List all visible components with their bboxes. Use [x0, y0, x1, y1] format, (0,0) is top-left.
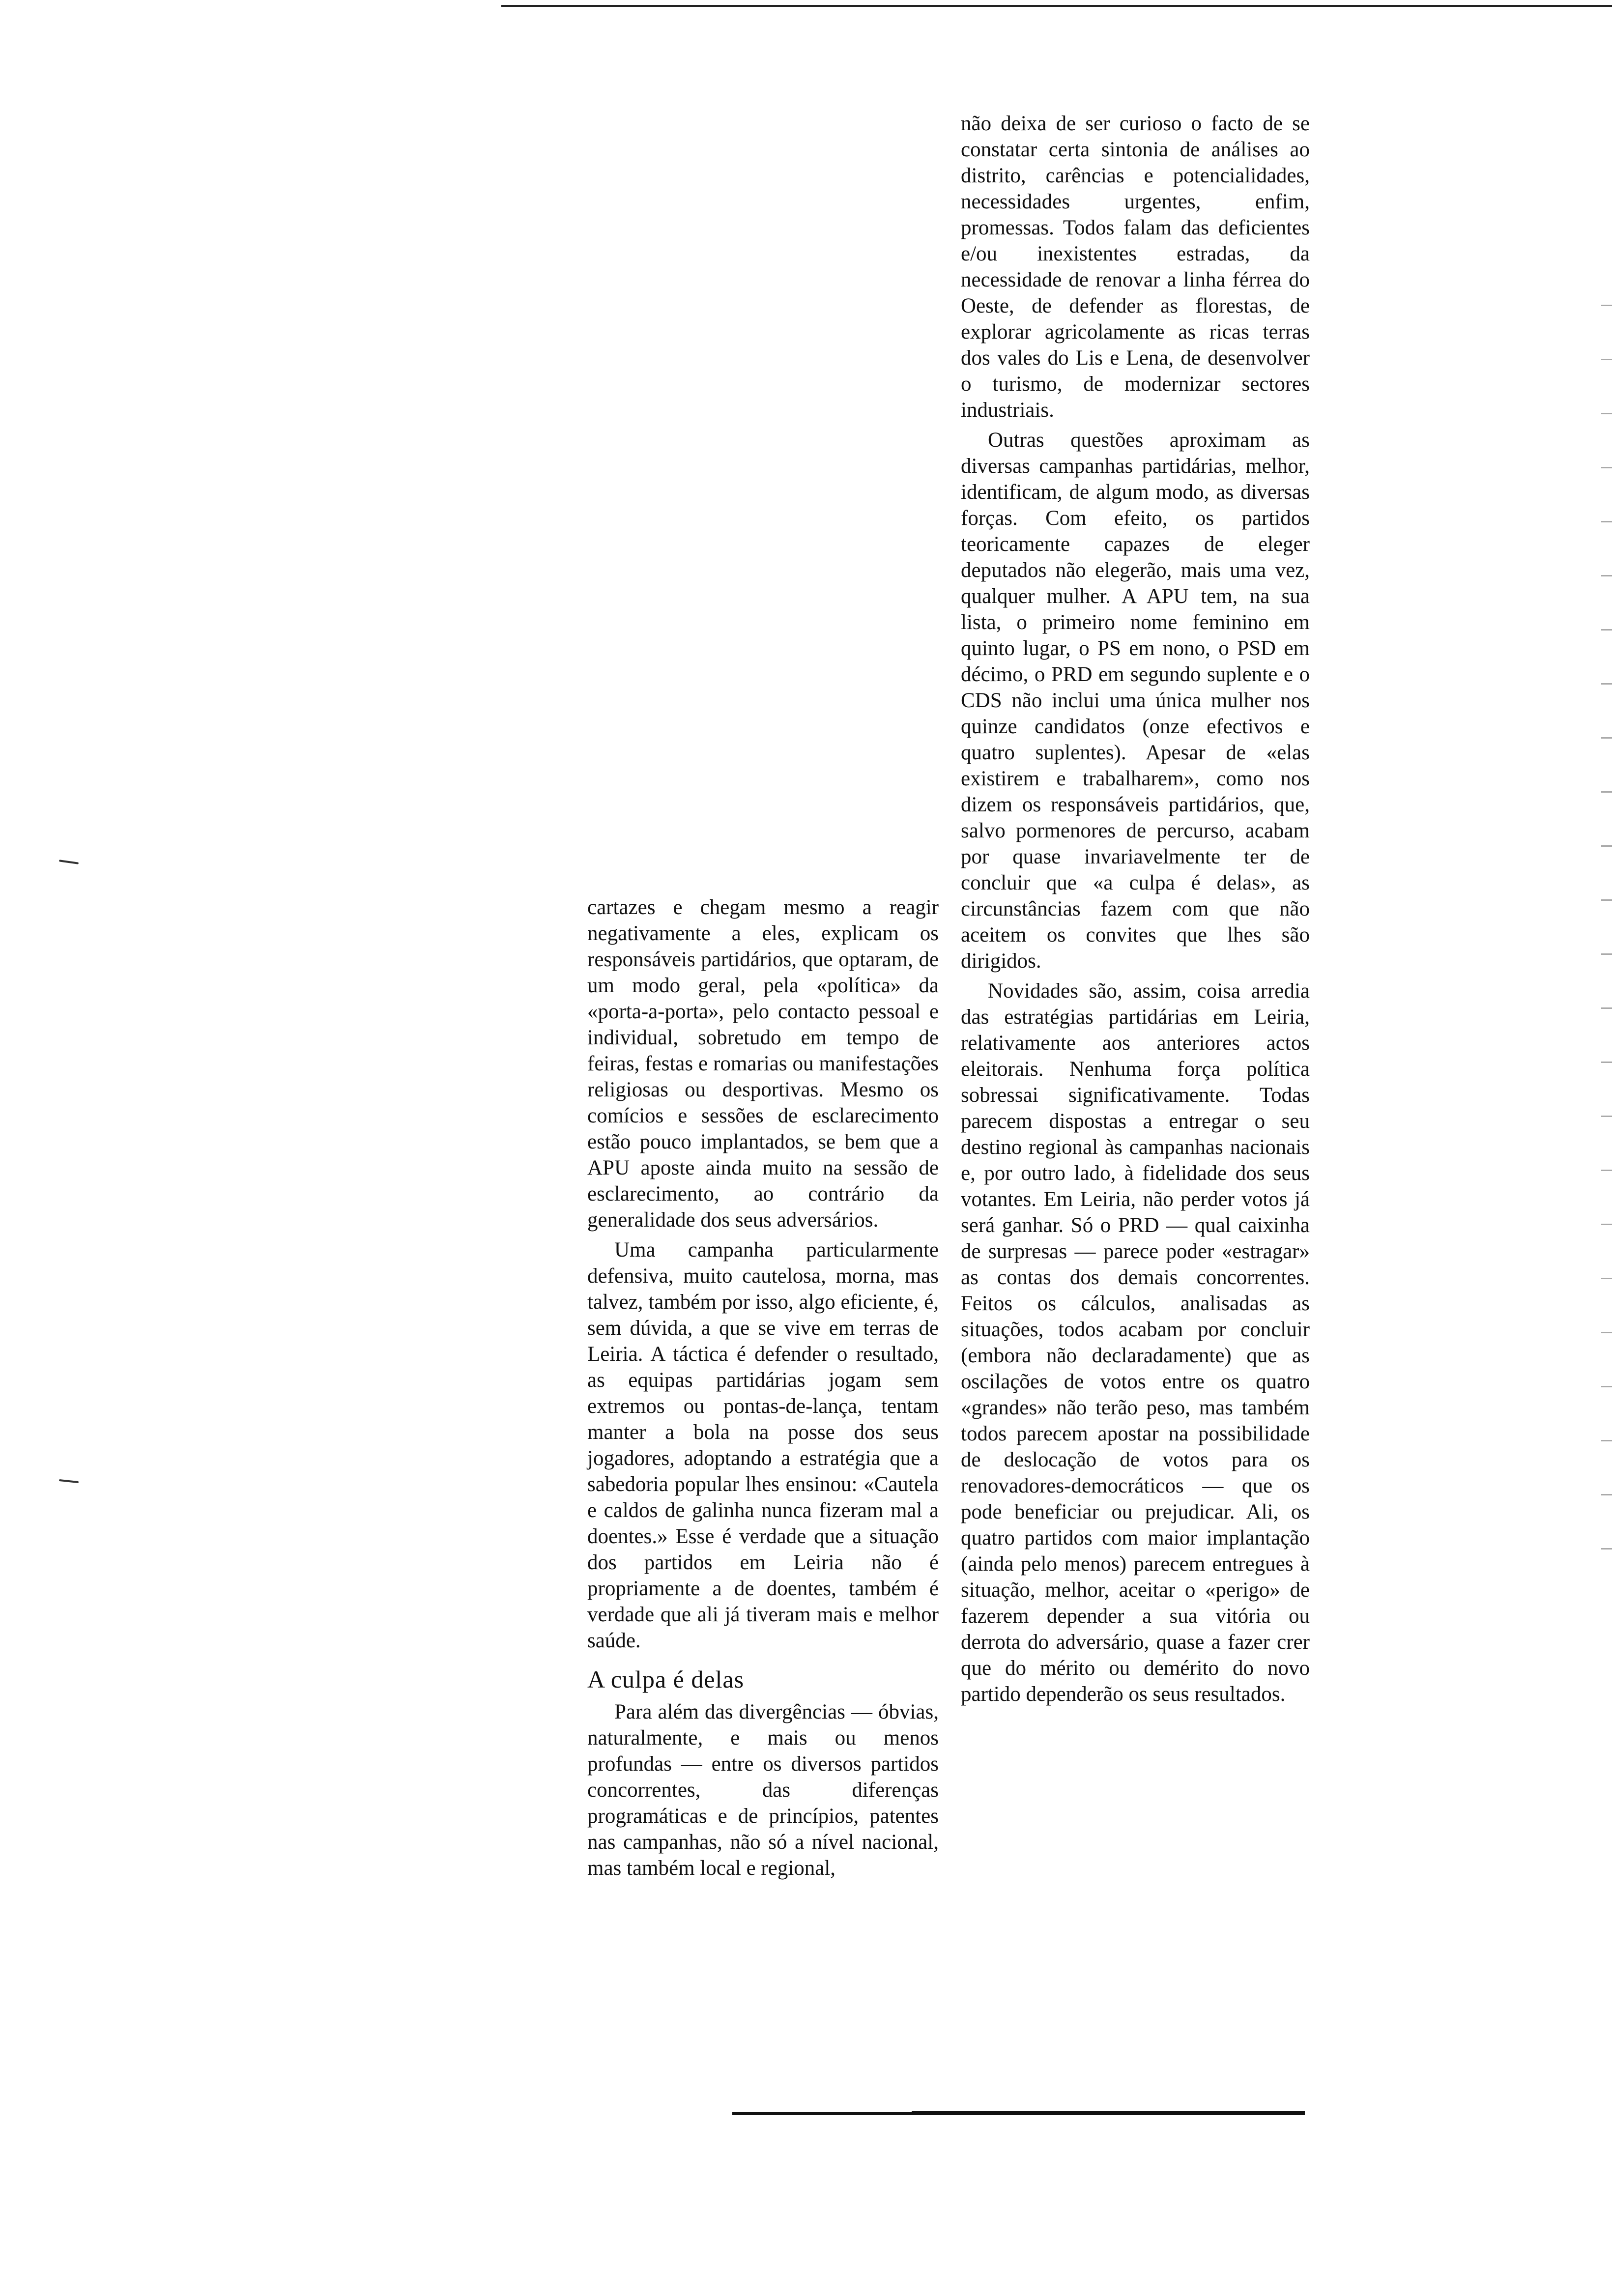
margin-mark: [59, 860, 79, 864]
bottom-rule: [912, 2111, 1305, 2115]
paragraph: Outras questões aproximam as diversas campanhas partidárias, melhor, identificam, de algum modo, as diversas forças. Com efeito, os partidos teoricamente capazes de eleger deputados não elegerão, mais uma vez, qualquer mulher. A APU tem, na sua lista, o primeiro nome feminino em quinto lugar, o PS em nono, o PSD em décimo, o PRD em segundo suplente e o CDS não inclui uma única mulher nos quinze candidatos (onze efectivos e quatro suplentes). Apesar de «elas existirem e trabalharem», como nos dizem os responsáveis partidários, que, salvo pormenores de percurso, acabam por quase invariavelmente ter de concluir que «a culpa é delas», as circunstâncias fazem com que não aceitem os convites que lhes são dirigidos.: [961, 429, 1310, 973]
top-rule: [501, 5, 1612, 7]
article-column-left: [587, 894, 939, 1881]
paragraph: Novidades são, assim, coisa arredia das estratégias partidárias em Leiria, relativamente aos anteriores actos eleitorais. Nenhuma força política sobressai significativamente. Todas parecem dispostas a entregar o seu destino regional às campanhas nacionais e, por outro lado, à fidelidade dos seus votantes. Em Leiria, não perder votos já será ganhar. Só o PRD — qual caixinha de surpresas — parece poder «estragar» as contas dos demais concorrentes. Feitos os cálculos, analisadas as situações, todos acabam por concluir (embora não declaradamente) que as oscilações de votos entre os quatro «grandes» não terão peso, mas também todos parecem apostar na possibilidade de deslocação de votos para os renovadores-democráticos — que os pode beneficiar ou prejudicar. Ali, os quatro partidos com maior implantação (ainda pelo menos) parecem entregues à situação, melhor, aceitar o «perigo» de fazerem depender a sua vitória ou derrota do adversário, quase a fazer crer que do mérito ou demérito do novo partido dependerão os seus resultados.: [961, 979, 1310, 1706]
scan-edge-marks: [1601, 275, 1612, 1553]
bottom-rule: [732, 2112, 924, 2115]
article-column-right: [961, 111, 1310, 1707]
paragraph: não deixa de ser curioso o facto de se constatar certa sintonia de análises ao distrito, carências e potencialidades, necessidades urgentes, enfim, promessas. Todos falam das deficientes e/ou inexistentes estradas, da necessidade de renovar a linha férrea do Oeste, de defender as florestas, de explorar agricolamente as ricas terras dos vales do Lis e Lena, de desenvolver o turismo, de modernizar sectores industriais.: [961, 112, 1310, 422]
paragraph: Uma campanha particularmente defensiva, muito cautelosa, morna, mas talvez, também por isso, algo eficiente, é, sem dúvida, a que se vive em terras de Leiria. A táctica é defender o resultado, as equipas partidárias jogam sem extremos ou pontas-de-lança, tentam manter a bola na posse dos seus jogadores, adoptando a estratégia que a sabedoria popular lhes ensinou: «Cautela e caldos de galinha nunca fizeram mal a doentes.» Esse é verdade que a situação dos partidos em Leiria não é propriamente a de doentes, também é verdade que ali já tiveram mais e melhor saúde.: [587, 1238, 939, 1652]
margin-mark: [59, 1479, 79, 1483]
paragraph: Para além das divergências — óbvias, naturalmente, e mais ou menos profundas — entre os diversos partidos concorrentes, das diferenças programáticas e de princípios, patentes nas campanhas, não só a nível nacional, mas também local e regional,: [587, 1700, 939, 1880]
section-subhead: A culpa é delas: [587, 1665, 745, 1693]
paragraph: cartazes e chegam mesmo a reagir negativamente a eles, explicam os responsáveis partidários, que optaram, de um modo geral, pela «política» da «porta-a-porta», pelo contacto pessoal e individual, sobretudo em tempo de feiras, festas e romarias ou manifestações religiosas ou desportivas. Mesmo os comícios e sessões de esclarecimento estão pouco implantados, se bem que a APU aposte ainda muito na sessão de esclarecimento, ao contrário da generalidade dos seus adversários.: [587, 896, 939, 1232]
